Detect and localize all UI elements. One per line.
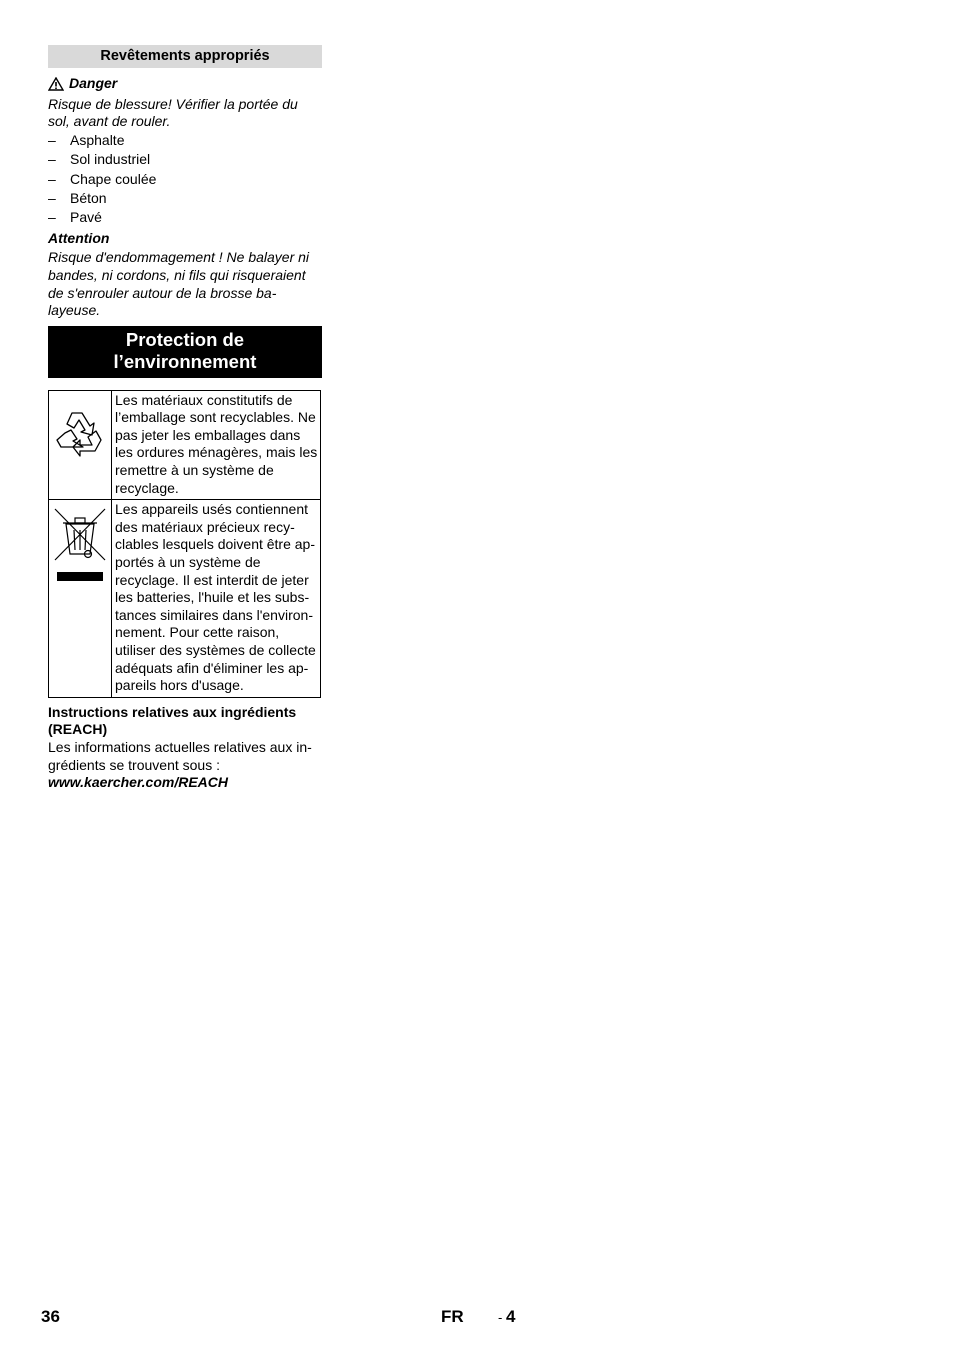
table-row: [49, 390, 321, 500]
danger-heading: [48, 75, 322, 93]
attention-heading: Attention: [48, 229, 110, 246]
list-item: – Asphalte: [48, 131, 125, 148]
table-row: [49, 500, 321, 698]
footer-separator: -: [498, 1310, 503, 1325]
weee-text: Les appareils usés contiennent des matériaux précieux recy-clables lesquels doivent être ap-portés à un système de recyclage. Il est interdit de jeter les batteries, l'huile et les subs-tances similaires dans l'environ-nement. Pour cette raison, utiliser des systèmes de collecte adéquats afin d'éliminer les ap-pareils hors d'usage.: [112, 500, 321, 698]
recycle-icon: [50, 401, 110, 461]
recycle-text: Les matériaux constitutifs de l’emballage sont recyclables. Ne pas jeter les emballages dans les ordures ménagères, mais les remettre à un système de recyclage.: [112, 390, 321, 500]
danger-text: Risque de blessure! Vérifier la portée du sol, avant de rouler.: [48, 95, 298, 130]
crossed-bin-icon: [50, 506, 110, 594]
section-heading: Revêtements appropriés: [48, 45, 322, 68]
reach-heading: Instructions relatives aux ingrédients (REACH): [48, 703, 297, 738]
list-item: – Sol industriel: [48, 151, 151, 168]
section-number: 4: [506, 1307, 516, 1326]
recycle-cell: [49, 390, 112, 500]
main-column: [48, 45, 322, 792]
warning-triangle-icon: [48, 77, 64, 91]
page-number: 36: [41, 1307, 60, 1326]
environment-table: [48, 390, 321, 698]
list-item: – Béton: [48, 189, 107, 206]
list-item: – Pavé: [48, 209, 102, 226]
attention-text: Risque d'endommagement ! Ne balayer ni bandes, ni cordons, ni fils qui risqueraient de s'enrouler autour de la brosse ba-layeuse.: [48, 249, 310, 319]
environment-heading: Protection de l’environnement: [48, 326, 322, 378]
language-code: FR: [441, 1307, 464, 1326]
reach-text: Les informations actuelles relatives aux in-grédients se trouvent sous :: [48, 738, 312, 773]
danger-label: Danger: [69, 75, 118, 91]
weee-cell: [49, 500, 112, 698]
reach-link[interactable]: www.kaercher.com/REACH: [48, 774, 228, 791]
surfaces-list: [48, 131, 322, 228]
list-item: – Chape coulée: [48, 170, 157, 187]
